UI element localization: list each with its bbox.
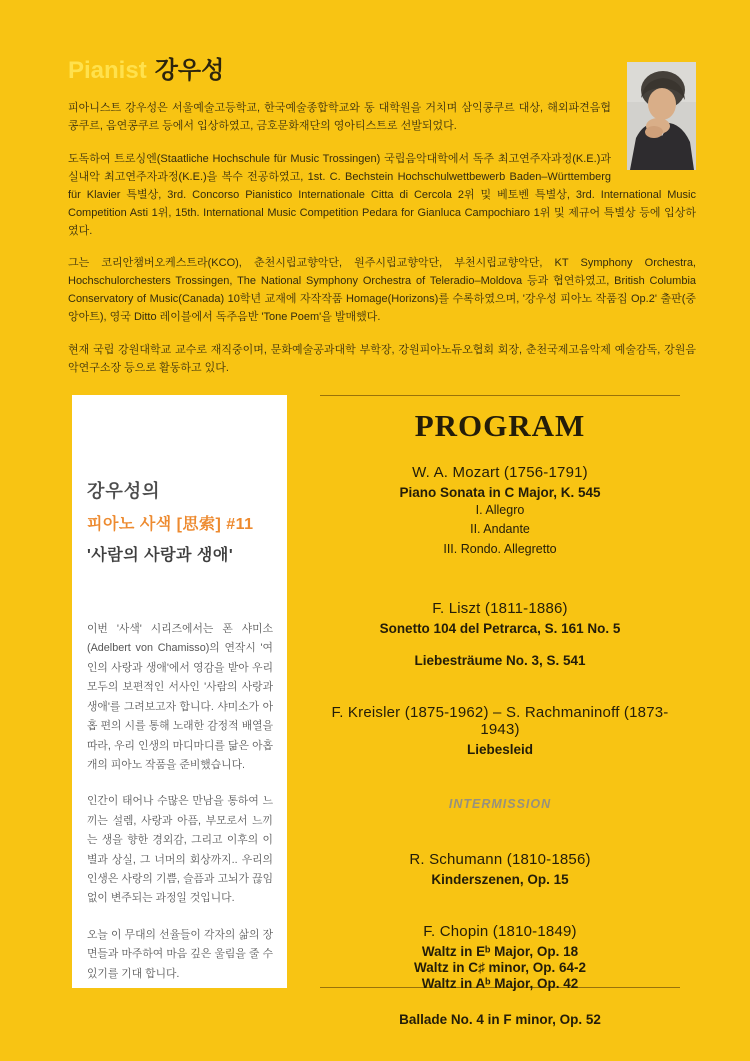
intermission-label: INTERMISSION: [448, 796, 552, 811]
work-line: Waltz in Aᵇ Major, Op. 42: [421, 975, 579, 991]
program-section: [320, 395, 680, 1027]
bio-paragraph-1: 피아니스트 강우성은 서울예술고등학교, 한국예술종합학교와 동 대학원을 거치며 삼익콩쿠르 대상, 해외파견음협콩쿠르, 음연콩쿠르 등에서 입상하였고, 금호문화재단의 영아티스트로 선발되었다.: [68, 102, 611, 132]
bio-paragraph-4: 현재 국립 강원대학교 교수로 재직중이며, 문화예술공과대학 부학장, 강원피아노듀오협회 회장, 춘천국제고음악제 예술감독, 강원음악연구소장 등으로 활동하고 있다.: [68, 344, 696, 375]
series-paragraph-2: 인간이 태어나 수많은 만남을 통하여 느끼는 설렘, 사랑과 아픔, 부모로서 느끼는 생을 향한 경외감, 그리고 이후의 이별과 상실, 그 너머의 회상까지.. 우리의 인생은 사랑의 기쁨, 슬픔과 고뇌가 끊임없이 변주되는 과정일 것입니다.: [87, 795, 273, 905]
pianist-name: 강우성: [154, 57, 225, 84]
pianist-label: Pianist: [68, 57, 147, 84]
series-name: 피아노 사색 [思索] #11: [87, 516, 254, 533]
movement-line: I. Allegro: [475, 503, 525, 517]
program-group-mozart: [320, 464, 680, 558]
series-subtitle: '사람의 사랑과 생애': [87, 547, 234, 564]
composer-line: F. Chopin (1810-1849): [423, 922, 577, 940]
work-line: Sonetto 104 del Petrarca, S. 161 No. 5: [379, 620, 621, 636]
program-group-schumann: [320, 851, 680, 887]
work-line: Waltz in C♯ minor, Op. 64-2: [413, 959, 587, 975]
series-owner: 강우성의: [87, 481, 161, 501]
program-heading: PROGRAM: [414, 408, 586, 443]
pianist-photo-illustration: [627, 62, 696, 170]
pianist-photo: [627, 62, 696, 170]
work-line: Waltz in Eᵇ Major, Op. 18: [421, 943, 579, 959]
work-line: Liebesträume No. 3, S. 541: [414, 652, 586, 668]
page-title: [68, 56, 696, 86]
work-line: Kinderszenen, Op. 15: [431, 871, 569, 887]
series-card: [72, 395, 287, 988]
composer-line: F. Kreisler (1875-1962) – S. Rachmaninoff (1873-1943): [331, 703, 669, 738]
bio-paragraph-3: 그는 코리안챔버오케스트라(KCO), 춘천시립교향악단, 원주시립교향악단, 부천시립교향악단, KT Symphony Orchestra, Hochschulorchesters Trossingen, The National Symphony Orchestra of Teleradio–Moldova 등과 협연하였고, British Columbia Conservatory of Music(Canada) 10학년 교재에 자작작품 Homage(Horizons)를 수록하였으며, '강우성 피아노 작품집 Op.2' 출판(중앙아트), 영국 Ditto 레이블에서 독주음반 'Tone Poem'을 발매했다.: [68, 257, 696, 324]
work-line: Liebesleid: [466, 741, 534, 757]
program-group-liszt: [320, 600, 680, 668]
series-card-title: [87, 477, 273, 565]
series-paragraph-1: 이번 '사색' 시리즈에서는 폰 샤미소(Adelbert von Chamisso)의 연작시 '여인의 사랑과 생애'에서 영감을 받아 우리 모두의 보편적인 서사인 '사람의 사랑과 생애'를 그려보고자 합니다. 샤미소가 아홉 편의 시를 통해 노래한 감정적 배열을 따라, 우리 인생의 마디마디를 닮은 아홉개의 피아노 작품을 준비했습니다.: [87, 623, 273, 771]
series-paragraph-3: 오늘 이 무대의 선율들이 각자의 삶의 장면들과 마주하여 마음 깊은 울림을 줄 수 있기를 기대 합니다.: [87, 928, 273, 980]
bio-paragraph-2: 도독하여 트로싱엔(Staatliche Hochschule für Music Trossingen) 국립음악대학에서 독주 최고연주자과정(K.E.)과 실내악 최고연주자과정(K.E.)을 복수 전공하였고, 1st. C. Bechstein Hochschulwettbewerb Baden–Württemberg für Klavier 특별상, 3rd. Concorso Pianistico Internationale Citta di Cercola 2위 및 베토벤 특별상, 3rd. International Music Competition Asti 1위, 15th. International Music Competition Pedara for Gianluca Campochiaro 1위 및 제규어 특별상 등에 입상하였다.: [68, 152, 696, 237]
work-line: Ballade No. 4 in F minor, Op. 52: [399, 1011, 601, 1027]
work-line: Piano Sonata in C Major, K. 545: [399, 485, 601, 500]
movement-line: III. Rondo. Allegretto: [443, 541, 557, 556]
program-group-chopin: [320, 923, 680, 1027]
movement-line: II. Andante: [470, 522, 530, 537]
program-group-kreisler: [320, 704, 680, 757]
composer-line: W. A. Mozart (1756-1791): [412, 464, 588, 481]
composer-line: F. Liszt (1811-1886): [432, 599, 568, 617]
composer-line: R. Schumann (1810-1856): [409, 850, 591, 868]
bio-section: [68, 56, 696, 393]
